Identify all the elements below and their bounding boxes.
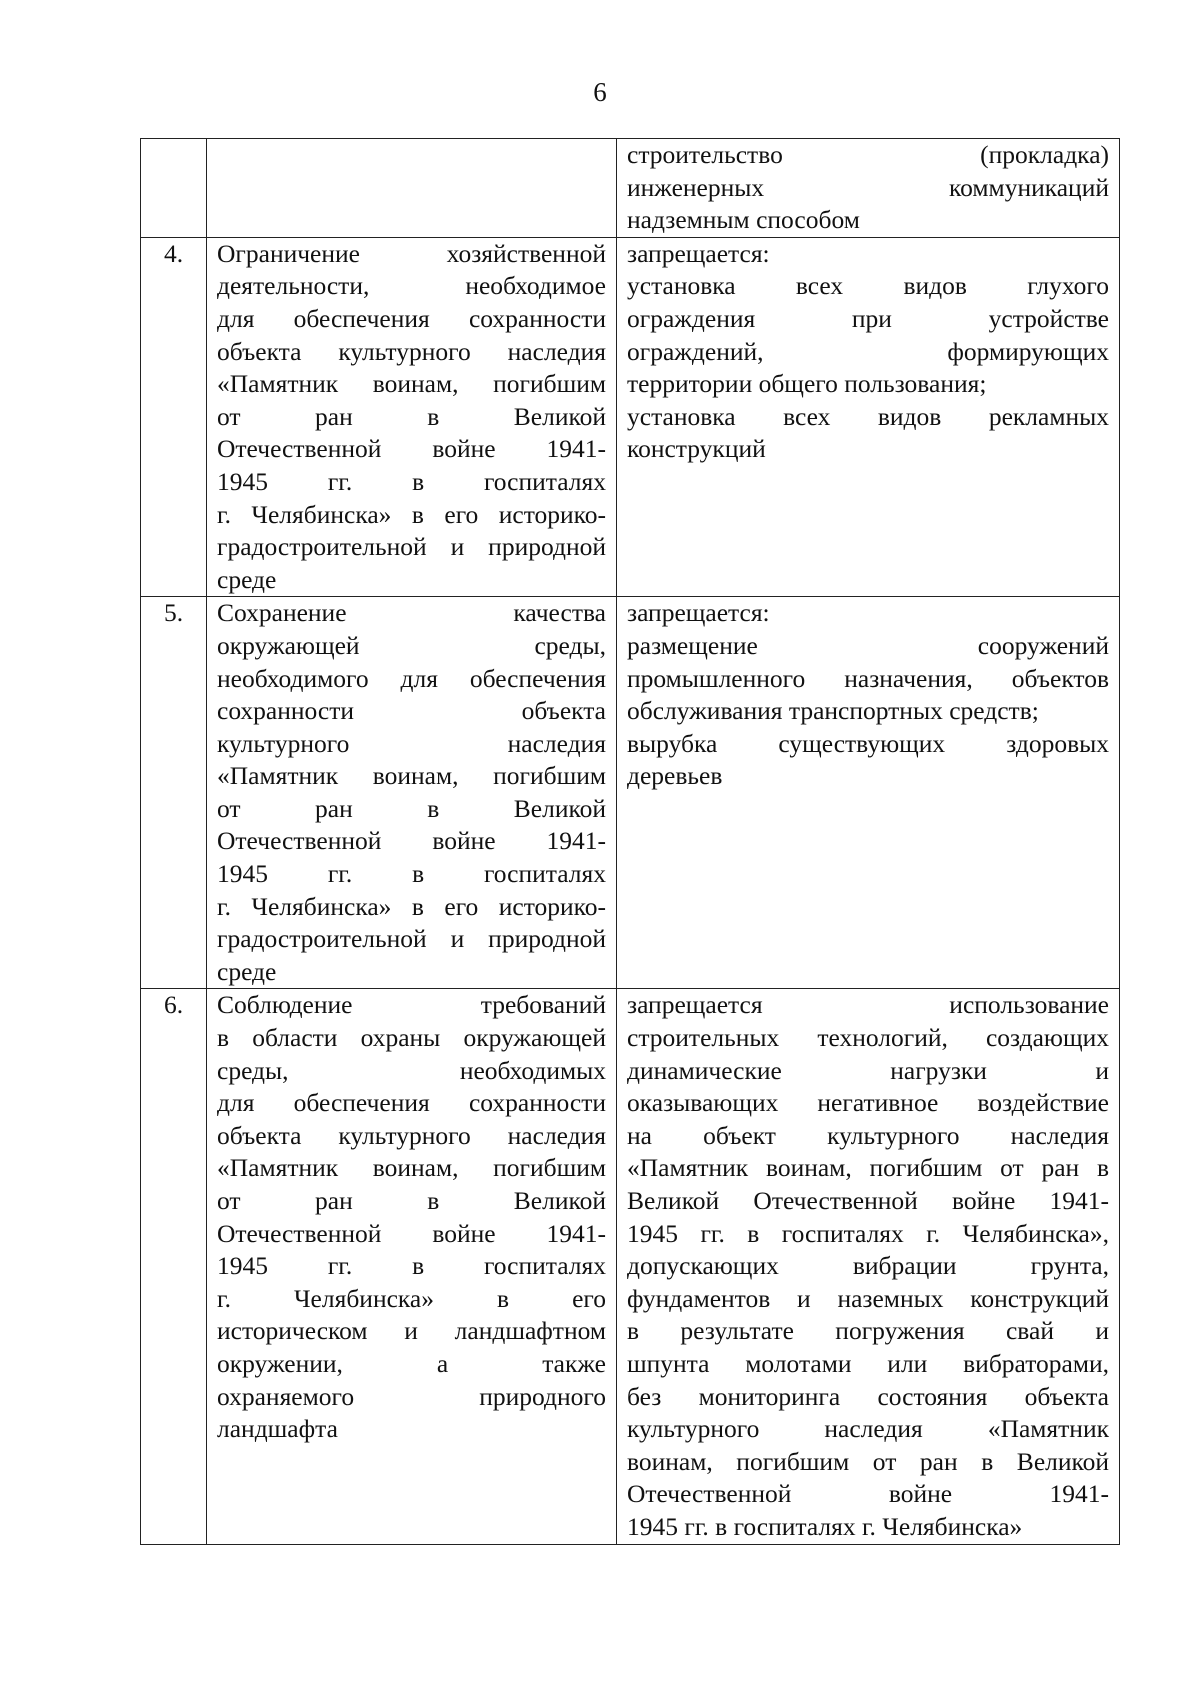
text-line: для обеспечения сохранности [217,303,606,333]
requirement-cell [617,989,1120,1544]
text-line: от ран в Великой [217,401,606,431]
text-line: надземным способом [627,205,860,235]
row-number: 6. [163,990,184,1020]
text-line: объекта культурного наследия [217,1120,606,1150]
text-line: охраняемого природного [217,1381,606,1411]
table-body [141,139,1120,1545]
text-line: Отечественной войне 1941- [217,434,606,464]
text-line: необходимого для обеспечения [217,663,606,693]
text-line: обслуживания транспортных средств; [627,696,1039,726]
text-line: «Памятник воинам, погибшим [217,1153,606,1183]
row-number: 4. [163,238,184,268]
text-line: промышленного назначения, объектов [627,663,1109,693]
text-line: сохранности объекта [217,696,606,726]
text-line: фундаментов и наземных конструкций [627,1283,1109,1313]
text-line: допускающих вибрации грунта, [627,1251,1109,1281]
text-line: объекта культурного наследия [217,336,606,366]
row-number-cell [141,597,207,989]
table-row [141,237,1120,597]
text-line: градостроительной и природной [217,532,606,562]
requirements-table [140,138,1120,1545]
text-line: 1945 гг. в госпиталях г. Челябинска», [627,1218,1109,1248]
text-line: Соблюдение требований [217,990,606,1020]
text-line: деревьев [627,761,723,791]
requirement-cell [617,597,1120,989]
text-line: среде [217,564,277,594]
text-line: среде [217,956,277,986]
text-line: установка всех видов рекламных [627,401,1109,431]
text-line: ландшафта [217,1414,338,1444]
table-row [141,989,1120,1544]
title-cell [207,989,617,1544]
text-line: окружающей среды, [217,630,606,660]
text-line: установка всех видов глухого [627,271,1109,301]
text-line: запрещается использование [627,990,1109,1020]
text-line: территории общего пользования; [627,369,987,399]
text-line: строительство (прокладка) [627,140,1109,169]
row-number-cell [141,237,207,597]
text-line: «Памятник воинам, погибшим [217,761,606,791]
title-cell [207,139,617,238]
text-line: оказывающих негативное воздействие [627,1088,1109,1118]
text-line: ограждения при устройстве [627,303,1109,333]
text-line: историческом и ландшафтном [217,1316,606,1346]
text-line: 1945 гг. в госпиталях г. Челябинска» [627,1511,1023,1541]
text-line: культурного наследия [217,728,606,758]
text-line: Великой Отечественной войне 1941- [627,1186,1109,1215]
text-line: Отечественной войне 1941- [217,1218,606,1248]
page-number: 6 [593,77,607,107]
text-line: г. Челябинска» в его [217,1283,606,1313]
text-line: «Памятник воинам, погибшим от ран в [627,1153,1109,1183]
text-line: размещение сооружений [627,630,1109,660]
text-line: 1945 гг. в госпиталях [217,859,606,889]
text-line: для обеспечения сохранности [217,1088,606,1118]
text-line: воинам, погибшим от ран в Великой [627,1446,1109,1476]
text-line: Отечественной войне 1941- [217,826,606,856]
requirement-cell [617,139,1120,238]
text-line: 1945 гг. в госпиталях [217,466,606,496]
text-line: от ран в Великой [217,793,606,823]
text-line: динамические нагрузки и [627,1055,1109,1085]
text-line: на объект культурного наследия [627,1120,1109,1150]
table-row [141,139,1120,238]
text-line: окружении, а также [217,1348,606,1378]
text-line: в области охраны окружающей [217,1023,606,1053]
requirement-cell [617,237,1120,597]
text-line: Сохранение качества [217,598,606,628]
text-line: 1945 гг. в госпиталях [217,1251,606,1281]
text-line: инженерных коммуникаций [627,172,1109,202]
text-line: вырубка существующих здоровых [627,728,1109,758]
text-line: градостроительной и природной [217,924,606,954]
row-number-cell [141,139,207,238]
text-line: «Памятник воинам, погибшим [217,369,606,399]
table-row [141,597,1120,989]
text-line: от ран в Великой [217,1186,606,1215]
text-line: культурного наследия «Памятник [627,1414,1109,1444]
title-cell [207,597,617,989]
text-line: конструкций [627,434,766,464]
text-line: среды, необходимых [217,1055,606,1085]
text-line: г. Челябинска» в его историко- [217,499,606,529]
text-line: запрещается: [627,598,770,628]
row-number-cell [141,989,207,1544]
text-line: запрещается: [627,238,770,268]
text-line: без мониторинга состояния объекта [627,1381,1109,1411]
text-line: в результате погружения свай и [627,1316,1109,1346]
text-line: г. Челябинска» в его историко- [217,891,606,921]
text-line: ограждений, формирующих [627,336,1109,366]
text-line: деятельности, необходимое [217,271,606,301]
row-number: 5. [163,598,184,628]
text-line: Отечественной войне 1941- [627,1479,1109,1509]
text-line: строительных технологий, создающих [627,1023,1109,1053]
text-line: шпунта молотами или вибраторами, [627,1348,1109,1378]
text-line: Ограничение хозяйственной [217,238,606,268]
title-cell [207,237,617,597]
